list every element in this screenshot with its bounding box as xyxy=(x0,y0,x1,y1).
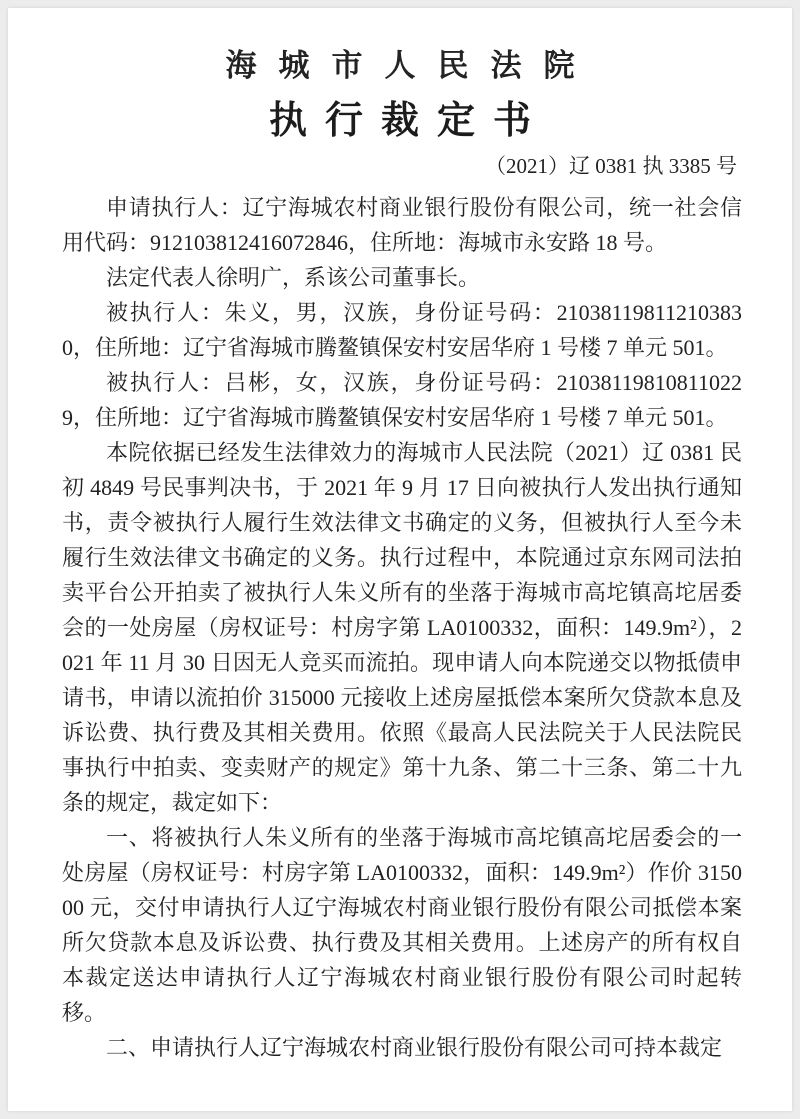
paragraph-ruling-item-1: 一、将被执行人朱义所有的坐落于海城市高坨镇高坨居委会的一处房屋（房权证号：村房字第 LA0100332，面积：149.9m²）作价 315000 元，交付申请执行人辽宁海城农村商业银行股份有限公司抵偿本案所欠贷款本息及诉讼费、执行费及其相关费用。上述房产的所有权自本裁定送达申请执行人辽宁海城农村商业银行股份有限公司时起转移。 xyxy=(62,825,742,1025)
paragraph-ruling-item-2: 二、申请执行人辽宁海城农村商业银行股份有限公司可持本裁定 xyxy=(106,1035,723,1060)
paragraph-respondent-2: 被执行人：吕彬，女，汉族，身份证号码：210381198108110229，住所地：辽宁省海城市腾鳌镇保安村安居华府 1 号楼 7 单元 501。 xyxy=(62,370,742,430)
document-title: 执行裁定书 xyxy=(268,100,549,142)
case-number: （2021）辽 0381 执 3385 号 xyxy=(485,154,737,178)
document-page xyxy=(8,8,792,1111)
paragraph-respondent-1: 被执行人：朱义，男，汉族，身份证号码：210381198112103830，住所地：辽宁省海城市腾鳌镇保安村安居华府 1 号楼 7 单元 501。 xyxy=(62,300,742,360)
court-name: 海城市人民法院 xyxy=(225,48,597,83)
paragraph-legal-representative: 法定代表人徐明广，系该公司董事长。 xyxy=(106,265,481,290)
paragraph-case-background: 本院依据已经发生法律效力的海城市人民法院（2021）辽 0381 民初 4849 号民事判决书，于 2021 年 9 月 17 日向被执行人发出执行通知书，责令被执行人履行生效法律文书确定的义务，但被执行人至今未履行生效法律文书确定的义务。执行过程中，本院通过京东网司法拍卖平台公开拍卖了被执行人朱义所有的坐落于海城市高坨镇高坨居委会的一处房屋（房权证号：村房字第 LA0100332，面积：149.9m²），2021 年 11 月 30 日因无人竞买而流拍。现申请人向本院递交以物抵债申请书，申请以流拍价 315000 元接收上述房屋抵偿本案所欠贷款本息及诉讼费、执行费及其相关费用。依照《最高人民法院关于人民法院民事执行中拍卖、变卖财产的规定》第十九条、第二十三条、第二十九条的规定，裁定如下： xyxy=(62,440,742,815)
document-body xyxy=(8,190,792,1065)
paragraph-applicant: 申请执行人：辽宁海城农村商业银行股份有限公司，统一社会信用代码：912103812416072846，住所地：海城市永安路 18 号。 xyxy=(62,195,742,255)
